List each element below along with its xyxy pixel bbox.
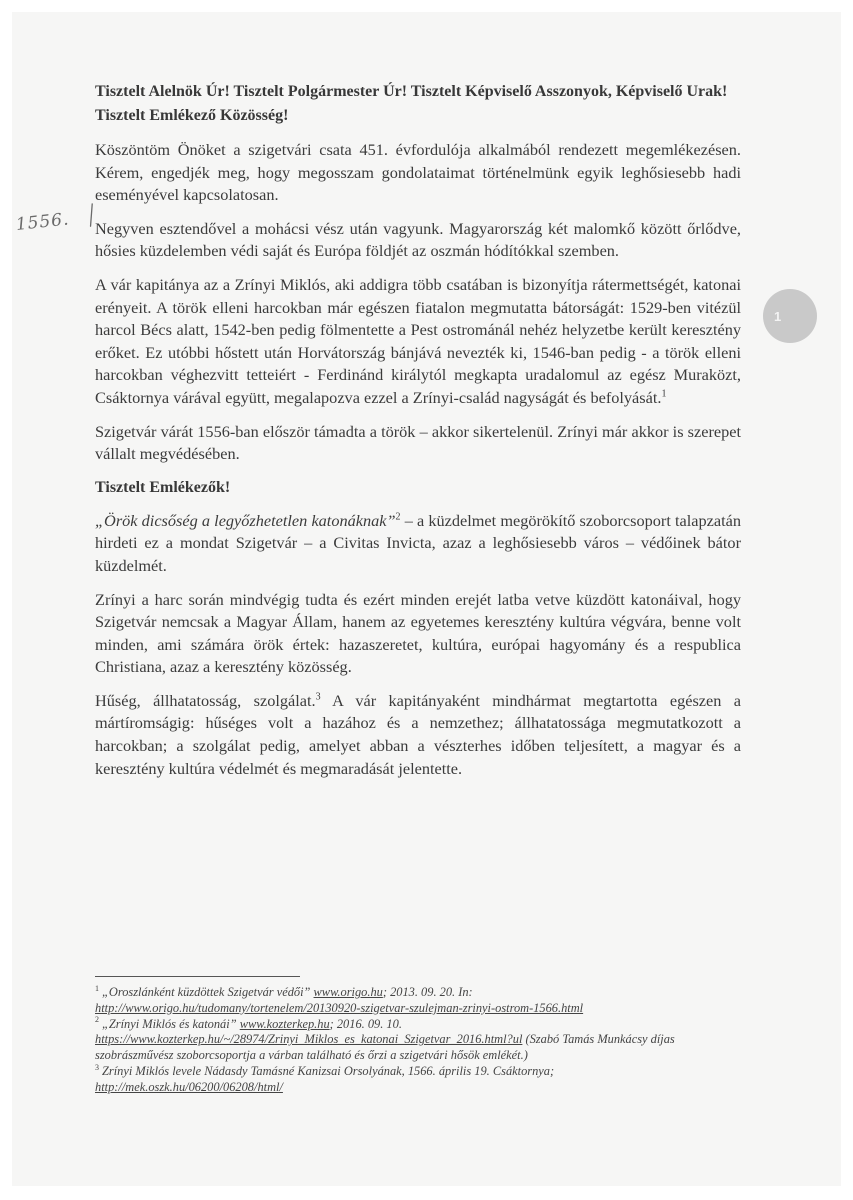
salutation: Tisztelt Alelnök Úr! Tisztelt Polgármester Úr! Tisztelt Képviselő Asszonyok, Képviselő Urak! Tisztelt Emlékező Közösség! xyxy=(95,83,728,124)
footnote-3 xyxy=(95,1064,715,1096)
footnote-title: „Zrínyi Miklós és katonái” xyxy=(102,1016,237,1031)
footnote-2 xyxy=(95,1017,715,1064)
paragraph-first-siege: Szigetvár várát 1556-ban először támadta a török – akkor sikertelenül. Zrínyi már akkor is szerepet vállalt megvédésében. xyxy=(95,421,741,464)
footnote-number: 1 xyxy=(95,983,99,993)
monument-quote: „Örök dicsőség a legyőzhetetlen katonáknak” xyxy=(95,510,396,530)
footnote-ref-1[interactable]: 1 xyxy=(661,388,667,400)
footnote-text: Zrínyi Miklós levele Nádasdy Tamásné Kanizsai Orsolyának, 1566. április 19. Csáktornya; xyxy=(102,1063,555,1078)
footnote-ref-3[interactable]: 3 xyxy=(315,691,321,703)
footnote-date: ; 2016. 09. 10. xyxy=(329,1016,402,1031)
footnote-url-link[interactable]: https://www.kozterkep.hu/~/28974/Zrinyi_Miklos_es_katonai_Szigetvar_2016.html?ul xyxy=(95,1032,523,1047)
handwritten-note-text: 1556. xyxy=(14,209,71,235)
footnote-site-link[interactable]: www.origo.hu xyxy=(313,985,383,999)
paragraph-loyalty-rest: A vár kapitányaként mindhármat megtartotta egészen a mártíromságig: hűséges volt a hazához és a nemzethez; állhatatossága megmutatkozott a harcokban; a szolgálat pedig, amelyet abban a vészterhes időben teljesített, a magyar és a keresztény kultúra védelmét és megmaradását jelentette. xyxy=(95,690,741,778)
footnote-number: 3 xyxy=(95,1062,99,1072)
paragraph-loyalty-lead: Hűség, állhatatosság, szolgálat. xyxy=(95,690,316,710)
paragraph-quote-rest: – a küzdelmet megörökítő szoborcsoport talapzatán hirdeti ez a mondat Szigetvár – a Civitas Invicta, azaz a leghősiesebb város – védőinek bátor küzdelmét. xyxy=(95,510,741,575)
section-heading: Tisztelt Emlékezők! xyxy=(95,478,231,496)
paragraph-greeting: Köszöntöm Önöket a szigetvári csata 451. évfordulója alkalmából rendezett megemlékezésen. Kérem, engedjék meg, hogy megosszam gondolataimat történelmünk egyik leghősiesebb hadi eseményével kapcsolatosan. xyxy=(95,140,741,205)
paragraph-values: Zrínyi a harc során mindvégig tudta és ezért minden erejét latba vetve küzdött katonáival, hogy Szigetvár nemcsak a Magyar Állam, hanem az egyetemes keresztény kultúra végvára, benne volt minden, ami számára örök értek: hazaszeretet, kultúra, európai hagyomány és a respublica Christiana, azaz a keresztény közösség. xyxy=(95,589,741,677)
footnote-url-link[interactable]: http://www.origo.hu/tudomany/tortenelem/20130920-szigetvar-szulejman-zrinyi-ostrom-1566.html xyxy=(95,1000,584,1015)
footnote-separator xyxy=(95,976,300,977)
handwritten-slash-icon xyxy=(84,202,97,229)
footnote-1 xyxy=(95,985,715,1017)
speech-body xyxy=(95,80,741,791)
footnote-site-link[interactable]: www.kozterkep.hu xyxy=(239,1016,330,1031)
handwritten-margin-note xyxy=(14,202,99,240)
footnote-title: „Oroszlánként küzdöttek Szigetvár védői” xyxy=(102,985,311,999)
paragraph-captain-text: A vár kapitánya az a Zrínyi Miklós, aki addigra több csatában is bizonyítja rátermettségét, katonai erényeit. A török elleni harcokban már egészen fiatalon megmutatta bátorságát: 1529-ben vitézül harcol Bécs alatt, 1542-ben pedig fölmentette a Pest ostrománál nehéz helyzetbe került keresztény erőket. Ez utóbbi hőstett után Horvátország bánjává nevezték ki, 1546-ban pedig - a török elleni harcokban véghezvitt tetteiért - Ferdinánd királytól megkapta uradalomul az egész Muraközt, Csáktornya várával együtt, megalapozva ezzel a Zrínyi-család nagyságát és befolyását. xyxy=(95,274,741,407)
page-number: 1 xyxy=(774,308,782,324)
footnote-number: 2 xyxy=(95,1015,99,1025)
scanned-page xyxy=(12,12,841,1186)
paragraph-captain xyxy=(95,274,741,410)
footnote-ref-2[interactable]: 2 xyxy=(395,511,401,523)
page-number-badge xyxy=(763,289,817,343)
footnote-date: ; 2013. 09. 20. In: xyxy=(382,985,473,999)
paragraph-loyalty xyxy=(95,690,741,780)
footnote-note: (Szabó Tamás Munkácsy díjas szobrászművész szoborcsoportja a várban található és őrzi a szigetvári hősök emlékét.) xyxy=(95,1032,675,1063)
paragraph-quote xyxy=(95,510,741,578)
footnotes xyxy=(95,985,715,1096)
footnote-url-link[interactable]: http://mek.oszk.hu/06200/06208/html/ xyxy=(95,1079,283,1094)
paragraph-context: Negyven esztendővel a mohácsi vész után vagyunk. Magyarország két malomkő között őrlődve, hősies küzdelemben védi saját és Európa földjét az oszmán hódítókkal szemben. xyxy=(95,218,741,261)
